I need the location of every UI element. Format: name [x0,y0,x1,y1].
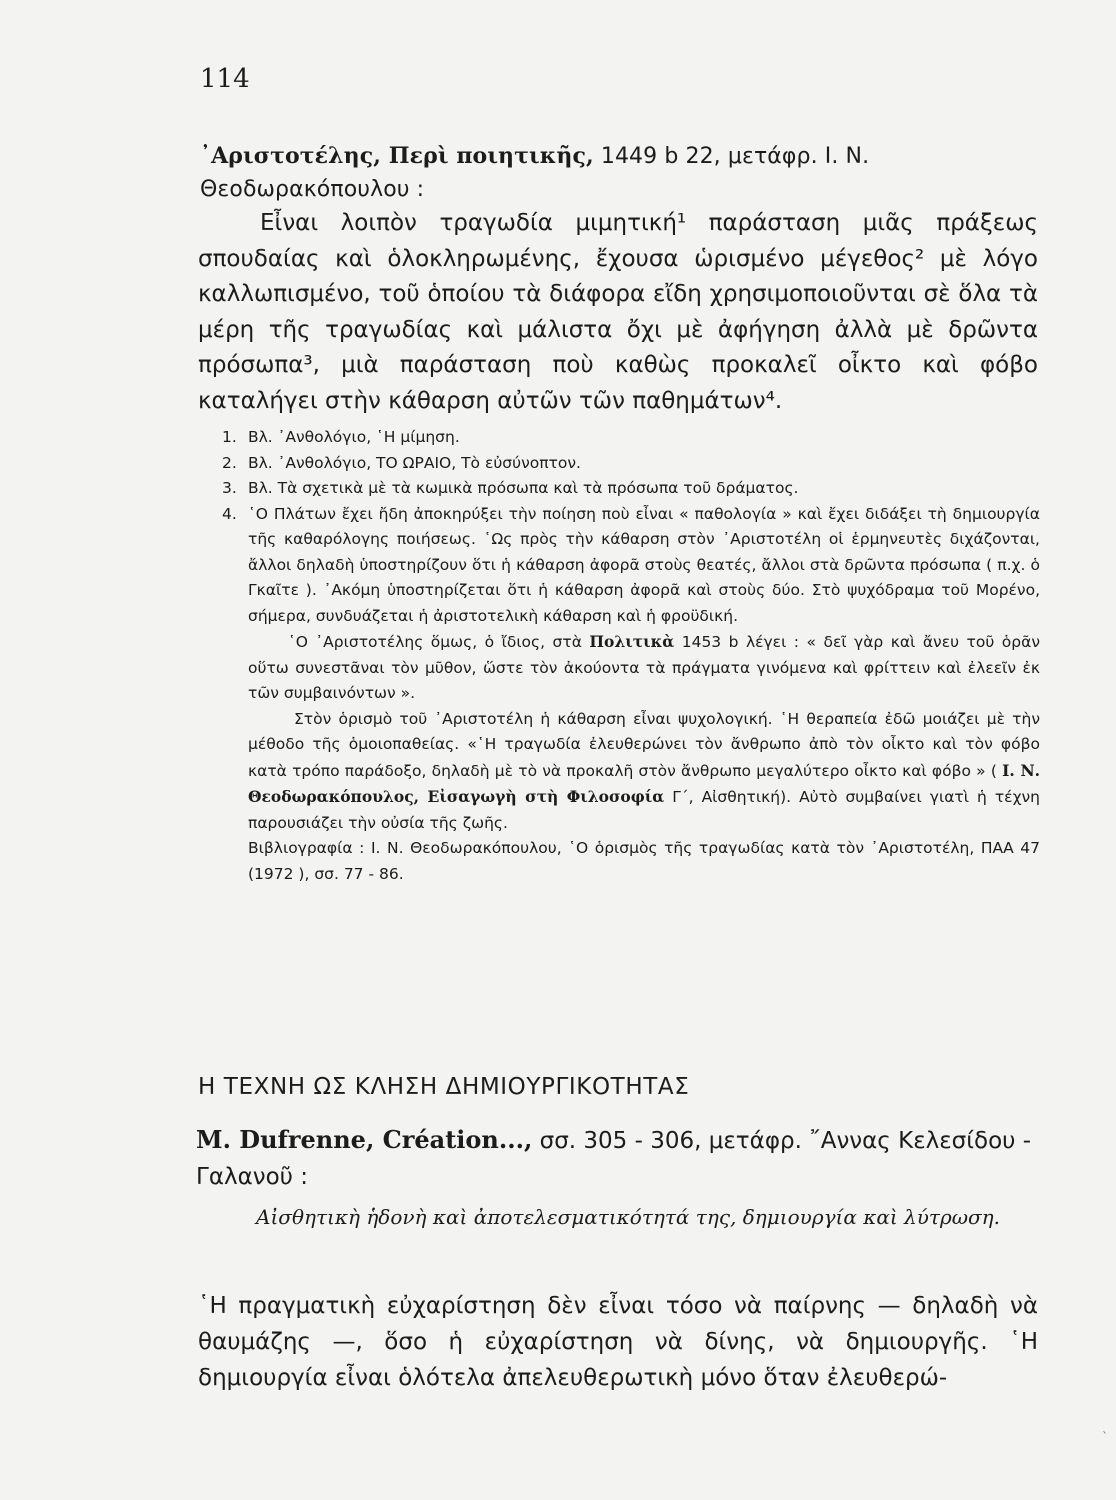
section-heading: Η ΤΕΧΝΗ ΩΣ ΚΛΗΣΗ ΔΗΜΙΟΥΡΓΙΚΟΤΗΤΑΣ [198,1074,690,1100]
footnote-number: 2. [222,453,237,472]
bibliography: Βιβλιογραφία : Ι. Ν. Θεοδωρακόπουλου, ῾Ο ὁρισμὸς τῆς τραγωδίας κατὰ τὸν ᾿Αριστοτέλη, ΠΑΑ 47 (1972 ), σσ. 77 - 86. [248,839,1040,883]
bold-reference: Ι. Ν. Θεοδωρακόπουλος, Εἰσαγωγὴ στὴ Φιλοσοφία [248,760,1041,806]
footnote [222,451,1040,477]
source-citation-detail: 1449 b 22, μετάφρ. Ι. Ν. Θεοδωρακόπουλου : [200,144,870,202]
footnotes [222,425,1040,887]
footnote-text: ῾Ο Πλάτων ἔχει ἤδη ἀποκηρύξει τὴν ποίηση ποὺ εἶναι « παθολογία » καὶ ἔχει διδάξει τὴ δημιουργία τῆς καθαρόλογης ποιήσεως. ῾Ως πρὸς τὴν κάθαρση στὸν ᾿Αριστοτέλη οἱ ἑρμηνευτὲς διχάζονται, ἄλλοι δηλαδὴ ὑποστηρίζουν ὅτι ἡ κάθαρση ἀφορᾶ στοὺς θεατές, ἄλλοι στὰ δρῶντα πρόσωπα ( π.χ. ὁ Γκαῖτε ). ᾿Ακόμη ὑποστηρίζεται ὅτι ἡ κάθαρση ἀφορᾶ καὶ στοὺς δύο. Στὸ ψυχόδραμα τοῦ Μορένο, σήμερα, συνδυάζεται ἡ ἀριστοτελικὴ κάθαρση καὶ ἡ φροϋδική. [248,504,1040,625]
footnote-number: 1. [222,428,237,446]
scan-mark: ` [1102,1430,1108,1444]
footnote-text: Βλ. ᾿Ανθολόγιο, ΤΟ ΩΡΑΙΟ, Τὸ εὐσύνοπτον. [248,453,581,472]
footnote [222,425,1040,451]
bold-title: Πολιτικὰ [589,632,675,651]
source-author-title: M. Dufrenne, Création..., [196,1125,533,1154]
footnote-continuation: ῾Ο ᾿Αριστοτέλης ὅμως, ὁ ἴδιος, στὰ Πολιτικὰ 1453 b λέγει : « δεῖ γὰρ καὶ ἄνευ τοῦ ὁρᾶν οὕτω συνεστᾶναι τὸν μῦθον, ὥστε τὸν ἀκούοντα τὰ πράγματα γινόμενα καὶ φρίττειν καὶ ἐλεεῖν ἐκ τῶν συμβαινόντων ». [248,632,1041,702]
final-paragraph: ῾Η πραγματικὴ εὐχαρίστηση δὲν εἶναι τόσο νὰ παίρνης — δηλαδὴ νὰ θαυμάζης —, ὅσο ἡ εὐχαρίστηση νὰ δίνης, νὰ δημιουργῆς. ῾Η δημιουργία εἶναι ὁλότελα ἀπελευθερωτικὴ μόνο ὅταν ἐλευθερώ- [198,1293,1038,1391]
final-paragraph-container [198,1288,1038,1396]
footnote [222,502,1040,630]
page-number: 114 [200,64,250,94]
footnote-text: Βλ. Τὰ σχετικὰ μὲ τὰ κωμικὰ πρόσωπα καὶ τὰ πρόσωπα τοῦ δράματος. [248,479,799,497]
main-paragraph: Εἶναι λοιπὸν τραγωδία μιμητική¹ παράσταση μιᾶς πράξεως σπουδαίας καὶ ὁλοκληρωμένης, ἔχουσα ὡρισμένο μέγεθος² μὲ λόγο καλλωπισμένο, τοῦ ὁποίου τὰ διάφορα εἴδη χρησιμοποιοῦνται σὲ ὅλα τὰ μέρη τῆς τραγωδίας καὶ μάλιστα ὄχι μὲ ἀφήγηση ἀλλὰ μὲ δρῶντα πρόσωπα³, μιὰ παράσταση ποὺ καθὼς προκαλεῖ οἶκτο καὶ φόβο καταλήγει στὴν κάθαρση αὐτῶν τῶν παθημάτων⁴. [198,210,1038,414]
source-citation-aristotle [200,140,1035,206]
footnote-text: Βλ. ᾿Ανθολόγιο, ῾Η μίμηση. [248,428,460,446]
footnote [222,476,1040,502]
footnote-number: 4. [222,504,237,523]
source-citation-dufrenne [196,1122,1038,1195]
main-paragraph-container [198,206,1038,419]
source-author-title: ᾿Αριστοτέλης, Περὶ ποιητικῆς, [200,143,594,169]
source-citation-detail: σσ. 305 - 306, μετάφρ. ῎Αννας Κελεσίδου - Γαλανοῦ : [196,1128,1032,1190]
italic-summary: Αἰσθητικὴ ἡδονὴ καὶ ἀποτελεσματικότητά της, δημιουργία καὶ λύτρωση. [256,1205,1001,1229]
footnote-continuation: Στὸν ὁρισμὸ τοῦ ᾿Αριστοτέλη ἡ κάθαρση εἶναι ψυχολογική. ῾Η θεραπεία ἐδῶ μοιάζει μὲ τὴν μέθοδο τῆς ὁμοιοπαθείας. «῾Η τραγωδία ἐλευθερώνει τὸν ἄνθρωπο ἀπὸ τὸν οἶκτο καὶ τὸν φόβο κατὰ τρόπο παράδοξο, δηλαδὴ μὲ τὸ νὰ προκαλῆ στὸν ἄνθρωπο μεγαλύτερο οἶκτο καὶ φόβο » ( Ι. Ν. Θεοδωρακόπουλος, Εἰσαγωγὴ στὴ Φιλοσοφία Γ΄, Αἰσθητική). Αὐτὸ συμβαίνει γιατὶ ἡ τέχνη παρουσιάζει τὴν οὐσία τῆς ζωῆς. [248,709,1041,832]
footnote-number: 3. [222,479,237,497]
